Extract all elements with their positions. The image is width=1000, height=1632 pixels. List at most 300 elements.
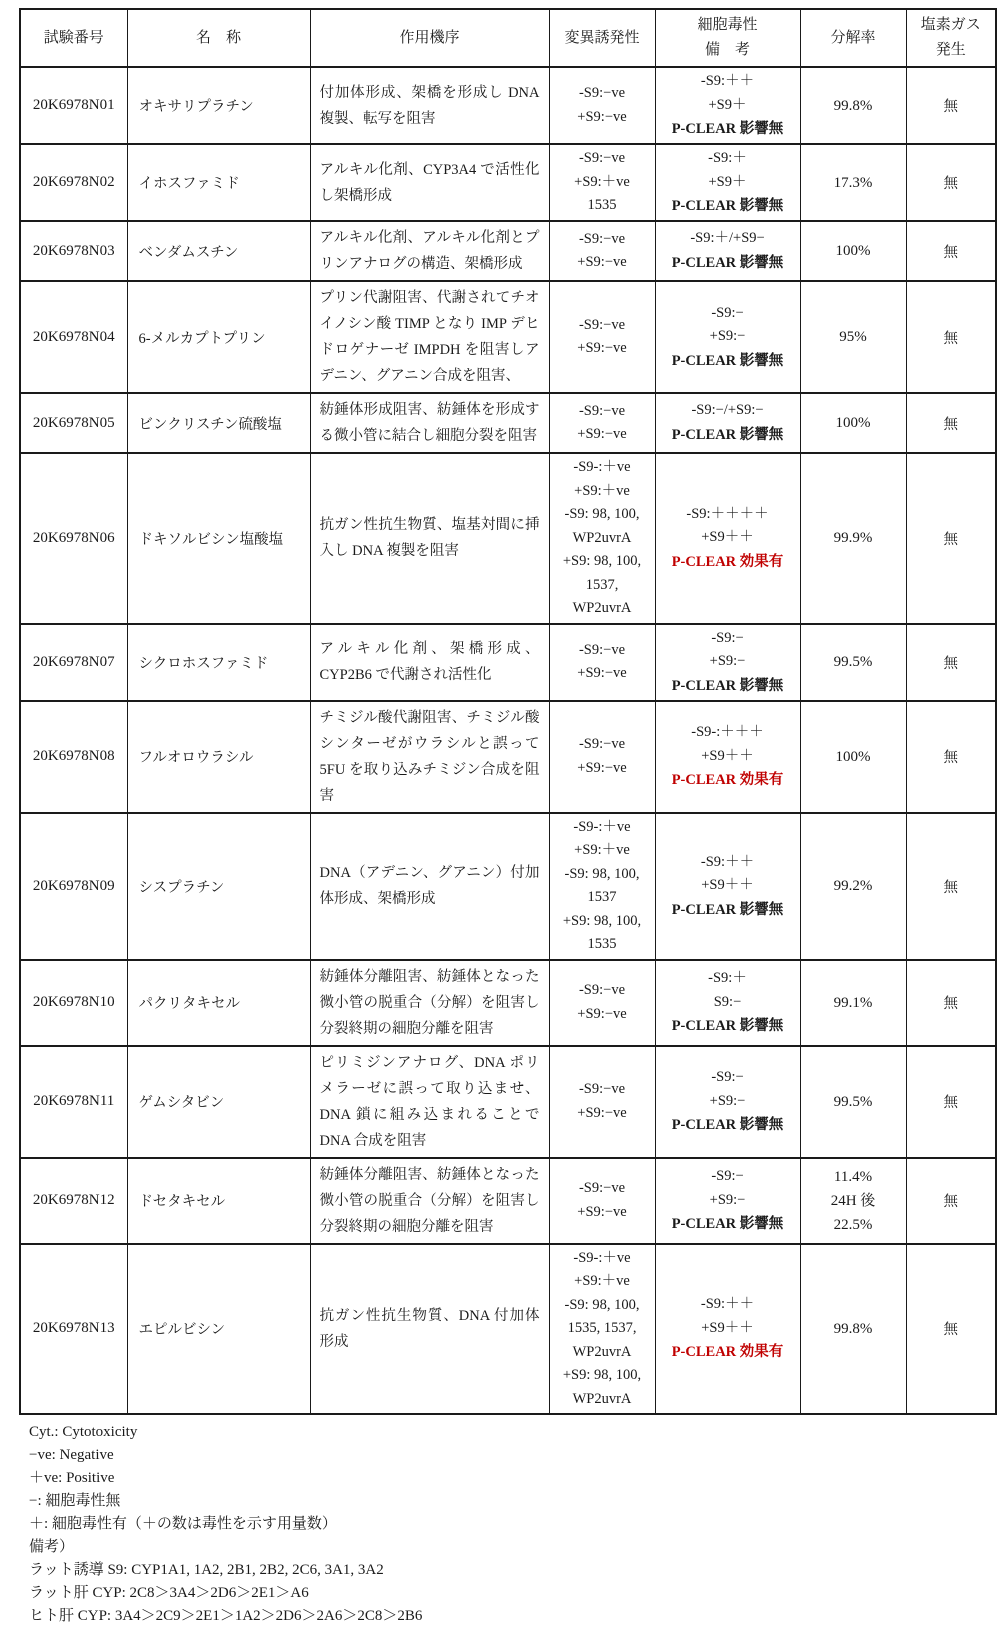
cell-cytotoxicity <box>655 67 800 144</box>
col-header-name <box>127 9 310 67</box>
mutagenicity-line: +S9:＋ve <box>574 842 630 858</box>
footnote-line: Cyt.: Cytotoxicity <box>29 1424 138 1440</box>
cytotoxicity-line: +S9＋＋ <box>701 1319 754 1336</box>
cytotoxicity-lines <box>661 147 795 194</box>
table-row <box>20 1046 996 1158</box>
cell-decomposition-rate <box>800 1158 906 1244</box>
cytotoxicity-lines <box>661 227 795 251</box>
cell-mechanism <box>310 813 549 960</box>
mechanism-text: アルキル化剤、アルキル化剤とプリンアナログの構造、架橋形成 <box>319 230 540 272</box>
pclear-status: P-CLEAR 効果有 <box>671 553 784 570</box>
test-number: 20K6978N01 <box>32 97 115 113</box>
col-header-decomposition <box>800 9 906 67</box>
decomposition-line: 99.1% <box>833 994 873 1011</box>
cell-mechanism <box>310 67 549 144</box>
mutagenicity-line: +S9:−ve <box>577 1203 627 1220</box>
cytotoxicity-line: +S9＋＋ <box>701 747 754 764</box>
cytotoxicity-line: -S9:＋＋ <box>700 1296 755 1313</box>
mutagenicity-line: -S9:−ve <box>578 641 626 658</box>
decomposition-line: 11.4% <box>833 1168 873 1185</box>
test-number: 20K6978N13 <box>32 1320 115 1337</box>
cell-mutagenicity <box>549 1244 655 1415</box>
cell-mechanism <box>310 1158 549 1244</box>
cytotoxicity-line: S9:− <box>713 993 742 1010</box>
cell-mutagenicity <box>549 281 655 393</box>
cell-mechanism <box>310 1046 549 1158</box>
mutagenicity-line: WP2uvrA <box>572 600 632 616</box>
mutagenicity-lines <box>555 816 650 957</box>
cell-decomposition-rate <box>800 393 906 453</box>
mutagenicity-line: +S9:−ve <box>577 665 627 681</box>
table-row <box>20 1244 996 1415</box>
cytotoxicity-line: -S9:＋＋＋＋ <box>686 505 769 522</box>
cytotoxicity-line: -S9:＋ <box>708 150 747 166</box>
footnote-line: −ve: Negative <box>29 1447 114 1463</box>
drug-name: シクロホスファミド <box>138 655 269 672</box>
table-row <box>20 701 996 813</box>
mutagenicity-line: 1535, 1537, <box>567 1320 637 1336</box>
mutagenicity-line: 1537 <box>587 889 617 905</box>
cytotoxicity-lines <box>661 967 795 1014</box>
table-row <box>20 281 996 393</box>
cytotoxicity-lines <box>661 721 795 768</box>
decomposition-lines <box>806 991 901 1015</box>
pclear-status: P-CLEAR 効果有 <box>671 1344 784 1361</box>
mutagenicity-lines <box>555 82 650 129</box>
cytotoxicity-line: -S9:− <box>711 1168 744 1184</box>
decomposition-lines <box>806 171 901 195</box>
decomposition-line: 99.5% <box>833 1093 873 1110</box>
cytotoxicity-lines <box>661 1165 795 1212</box>
drug-name: エピルビシン <box>138 1322 226 1339</box>
header-row <box>20 9 996 67</box>
cell-drug-name <box>127 221 310 281</box>
cytotoxicity-line: +S9＋＋ <box>701 877 754 893</box>
cell-drug-name <box>127 624 310 701</box>
cell-chlorine-gas <box>906 221 996 281</box>
decomposition-lines <box>806 526 901 550</box>
header-label: 名 称 <box>195 29 241 46</box>
pclear-status: P-CLEAR 影響無 <box>671 1018 784 1034</box>
test-number: 20K6978N11 <box>33 1093 115 1109</box>
cell-cytotoxicity <box>655 144 800 221</box>
decomposition-lines <box>806 239 901 263</box>
cell-drug-name <box>127 1046 310 1158</box>
cell-test-number <box>20 1046 127 1158</box>
cell-test-number <box>20 393 127 453</box>
mutagenicity-line: +S9:−ve <box>577 426 627 442</box>
mutagenicity-line: -S9:−ve <box>578 150 626 167</box>
drug-name: ドセタキセル <box>138 1194 226 1210</box>
decomposition-line: 100% <box>835 415 871 431</box>
cytotoxicity-line: -S9:− <box>711 304 744 321</box>
cell-test-number <box>20 453 127 624</box>
cell-decomposition-rate <box>800 1046 906 1158</box>
mutagenicity-line: -S9-:＋ve <box>573 459 631 475</box>
table-row <box>20 624 996 701</box>
pclear-status: P-CLEAR 影響無 <box>671 198 784 214</box>
mechanism-text: DNA（アデニン、グアニン）付加体形成、架橋形成 <box>319 865 540 907</box>
cell-chlorine-gas <box>906 624 996 701</box>
drug-name: 6-メルカプトプリン <box>138 330 266 347</box>
mutagenicity-line: -S9:−ve <box>578 1081 626 1097</box>
pclear-status: P-CLEAR 影響無 <box>671 426 784 443</box>
mutagenicity-line: 1535 <box>587 936 617 952</box>
cytotoxicity-lines <box>661 399 795 423</box>
decomposition-lines <box>806 874 901 898</box>
cell-chlorine-gas <box>906 1158 996 1244</box>
cell-decomposition-rate <box>800 960 906 1046</box>
cell-decomposition-rate <box>800 67 906 144</box>
test-number: 20K6978N02 <box>32 174 115 190</box>
cell-test-number <box>20 624 127 701</box>
test-number: 20K6978N08 <box>32 748 115 764</box>
cell-drug-name <box>127 281 310 393</box>
header-label: 発生 <box>935 42 966 58</box>
mechanism-text: アルキル化剤、CYP3A4 で活性化し架橋形成 <box>319 161 540 204</box>
cell-chlorine-gas <box>906 453 996 624</box>
cell-decomposition-rate <box>800 624 906 701</box>
cytotoxicity-line: -S9-:＋＋＋ <box>691 724 764 740</box>
footnote-line: ヒト肝 CYP: 3A4＞2C9＞2E1＞1A2＞2D6＞2A6＞2C8＞2B6 <box>29 1608 423 1624</box>
mechanism-text: チミジル酸代謝阻害、チミジル酸シンターゼがウラシルと誤って 5FU を取り込みチミジン合成を阻害 <box>319 709 540 804</box>
drug-name: ドキソルビシン塩酸塩 <box>138 531 284 548</box>
cytotoxicity-lines <box>661 627 795 674</box>
cytotoxicity-lines <box>661 1066 795 1113</box>
cell-mutagenicity <box>549 221 655 281</box>
cytotoxicity-line: -S9:＋＋ <box>700 73 755 89</box>
mutagenicity-line: -S9:−ve <box>578 230 626 247</box>
test-number: 20K6978N03 <box>32 242 115 259</box>
cytotoxicity-line: +S9:− <box>709 328 746 344</box>
mechanism-text: プリン代謝阻害、代謝されてチオイノシン酸 TIMP となり IMP デヒドロゲナーゼ IMPDH を阻害しアデニン、グアニン合成を阻害、 <box>319 290 540 384</box>
table-row <box>20 1158 996 1244</box>
test-number: 20K6978N07 <box>32 653 115 670</box>
cell-chlorine-gas <box>906 813 996 960</box>
mutagenicity-line: +S9:−ve <box>577 108 627 125</box>
mutagenicity-lines <box>555 456 650 621</box>
col-header-chlorine-gas <box>906 9 996 67</box>
pclear-status: P-CLEAR 影響無 <box>671 901 784 918</box>
pclear-status: P-CLEAR 影響無 <box>671 254 784 271</box>
cell-cytotoxicity <box>655 393 800 453</box>
decomposition-line: 95% <box>839 329 867 345</box>
header-label: 塩素ガス <box>920 17 981 33</box>
mutagenicity-lines <box>555 147 650 218</box>
mutagenicity-line: -S9:−ve <box>578 85 626 101</box>
decomposition-lines <box>806 411 901 435</box>
cell-decomposition-rate <box>800 144 906 221</box>
header-label: 分解率 <box>830 29 876 46</box>
cytotoxicity-line: +S9＋＋ <box>701 529 754 546</box>
cell-decomposition-rate <box>800 221 906 281</box>
chlorine-gas-value: 無 <box>943 1322 958 1339</box>
cell-mechanism <box>310 1244 549 1415</box>
mutagenicity-line: +S9:−ve <box>577 340 627 356</box>
cell-mechanism <box>310 393 549 453</box>
cell-decomposition-rate <box>800 453 906 624</box>
drug-name: ビンクリスチン硫酸塩 <box>138 416 282 433</box>
cytotoxicity-line: -S9:− <box>711 1069 744 1085</box>
cell-test-number <box>20 221 127 281</box>
mutagenicity-line: +S9: 98, 100, <box>562 1367 642 1383</box>
mutagenicity-line: +S9:−ve <box>577 759 627 776</box>
col-header-test-number <box>20 9 127 67</box>
chlorine-gas-value: 無 <box>943 750 958 766</box>
pclear-status: P-CLEAR 効果有 <box>671 772 784 788</box>
mutagenicity-lines <box>555 1247 650 1412</box>
cell-drug-name <box>127 960 310 1046</box>
cell-chlorine-gas <box>906 701 996 813</box>
cell-drug-name <box>127 144 310 221</box>
mutagenicity-line: -S9:−ve <box>578 402 626 419</box>
drug-name: シスプラチン <box>138 879 225 896</box>
decomposition-line: 99.2% <box>833 878 873 894</box>
cell-mutagenicity <box>549 701 655 813</box>
drug-name: イホスファミド <box>138 176 240 192</box>
cytotoxicity-line: +S9:− <box>709 653 746 669</box>
test-number: 20K6978N12 <box>32 1192 115 1208</box>
cytotoxicity-line: -S9:−/+S9:− <box>691 402 764 419</box>
cytotoxicity-line: +S9＋ <box>708 96 747 113</box>
chlorine-gas-value: 無 <box>943 1095 958 1111</box>
header-label: 作用機序 <box>399 29 460 46</box>
pclear-status: P-CLEAR 影響無 <box>671 1117 784 1133</box>
mutagenicity-line: -S9-:＋ve <box>573 818 631 835</box>
cell-cytotoxicity <box>655 624 800 701</box>
decomposition-lines <box>806 650 901 674</box>
decomposition-line: 99.5% <box>833 654 873 670</box>
cell-mutagenicity <box>549 67 655 144</box>
cell-mutagenicity <box>549 144 655 221</box>
drug-name: パクリタキセル <box>138 996 240 1012</box>
mechanism-text: ピリミジンアナログ、DNA ポリメラーゼに誤って取り込ませ、DNA 鎖に組み込まれることで DNA 合成を阻害 <box>319 1054 540 1149</box>
cytotoxicity-lines <box>661 503 795 550</box>
cell-mechanism <box>310 221 549 281</box>
drug-test-results-table <box>19 8 997 1415</box>
cell-mutagenicity <box>549 624 655 701</box>
cytotoxicity-lines <box>661 70 795 117</box>
cell-mechanism <box>310 453 549 624</box>
footnote-line: ＋: 細胞毒性有（＋の数は毒性を示す用量数） <box>29 1516 337 1532</box>
mutagenicity-line: WP2uvrA <box>572 529 632 546</box>
cell-drug-name <box>127 453 310 624</box>
cytotoxicity-line: +S9:− <box>709 1092 746 1109</box>
cytotoxicity-line: -S9:＋ <box>708 970 747 986</box>
table-row <box>20 144 996 221</box>
chlorine-gas-value: 無 <box>943 99 958 115</box>
cell-mechanism <box>310 144 549 221</box>
mutagenicity-lines <box>555 314 650 361</box>
cell-mutagenicity <box>549 1158 655 1244</box>
mutagenicity-line: WP2uvrA <box>572 1343 632 1360</box>
mutagenicity-line: +S9:−ve <box>577 1005 627 1022</box>
chlorine-gas-value: 無 <box>943 330 958 347</box>
mutagenicity-lines <box>555 639 650 686</box>
cell-drug-name <box>127 393 310 453</box>
mutagenicity-lines <box>555 979 650 1026</box>
cell-test-number <box>20 960 127 1046</box>
mutagenicity-lines <box>555 733 650 780</box>
cell-test-number <box>20 701 127 813</box>
drug-name: ゲムシタビン <box>138 1095 225 1111</box>
decomposition-line: 99.8% <box>833 97 873 114</box>
cell-cytotoxicity <box>655 221 800 281</box>
pclear-status: P-CLEAR 影響無 <box>671 677 784 694</box>
header-label: 変異誘発性 <box>564 29 640 46</box>
test-number: 20K6978N04 <box>32 328 115 345</box>
cell-mutagenicity <box>549 453 655 624</box>
mechanism-text: 紡錘体形成阻害、紡錘体を形成する微小管に結合し細胞分裂を阻害 <box>319 402 540 444</box>
cell-chlorine-gas <box>906 144 996 221</box>
cell-mutagenicity <box>549 813 655 960</box>
cell-drug-name <box>127 813 310 960</box>
col-header-cytotoxicity <box>655 9 800 67</box>
mutagenicity-line: WP2uvrA <box>572 1390 632 1407</box>
mutagenicity-line: -S9: 98, 100, <box>564 506 640 522</box>
drug-name: フルオロウラシル <box>138 750 254 766</box>
header-label: 備 考 <box>704 42 750 58</box>
decomposition-line: 22.5% <box>833 1216 873 1233</box>
footnote-line: −: 細胞毒性無 <box>29 1493 121 1509</box>
decomposition-lines <box>806 94 901 118</box>
mechanism-text: 抗ガン性抗生物質、DNA 付加体形成 <box>319 1307 540 1350</box>
mutagenicity-lines <box>555 228 650 275</box>
cell-drug-name <box>127 1244 310 1415</box>
test-number: 20K6978N05 <box>32 414 115 431</box>
footnote-line: ラット肝 CYP: 2C8＞3A4＞2D6＞2E1＞A6 <box>29 1585 309 1601</box>
mechanism-text: アルキル化剤、架橋形成、CYP2B6 で代謝され活性化 <box>319 641 540 683</box>
mutagenicity-line: -S9:−ve <box>578 736 626 752</box>
cell-decomposition-rate <box>800 1244 906 1415</box>
cytotoxicity-line: -S9:＋/+S9− <box>690 230 765 247</box>
cell-cytotoxicity <box>655 960 800 1046</box>
cell-drug-name <box>127 1158 310 1244</box>
cell-cytotoxicity <box>655 813 800 960</box>
mutagenicity-line: -S9: 98, 100, <box>564 865 640 882</box>
footnote-line: 備考） <box>29 1539 75 1555</box>
test-number: 20K6978N06 <box>32 529 115 546</box>
decomposition-line: 17.3% <box>833 174 873 191</box>
mutagenicity-lines <box>555 1078 650 1125</box>
pclear-status: P-CLEAR 影響無 <box>671 352 784 369</box>
cell-chlorine-gas <box>906 1244 996 1415</box>
cytotoxicity-line: +S9＋ <box>708 173 747 190</box>
decomposition-lines <box>806 325 901 349</box>
decomposition-lines <box>806 1090 901 1114</box>
cell-cytotoxicity <box>655 453 800 624</box>
test-number: 20K6978N09 <box>32 877 115 894</box>
decomposition-line: 99.9% <box>833 530 873 547</box>
chlorine-gas-value: 無 <box>943 996 958 1012</box>
table-row <box>20 221 996 281</box>
decomposition-lines <box>806 1317 901 1341</box>
cell-mechanism <box>310 281 549 393</box>
decomposition-line: 99.8% <box>833 1320 873 1337</box>
mutagenicity-line: +S9:＋ve <box>574 482 630 499</box>
cell-mechanism <box>310 960 549 1046</box>
decomposition-line: 100% <box>835 243 871 259</box>
cell-drug-name <box>127 701 310 813</box>
mutagenicity-line: +S9:−ve <box>577 1104 627 1121</box>
table-body <box>20 67 996 1414</box>
mutagenicity-line: -S9: 98, 100, <box>564 1296 640 1313</box>
cell-test-number <box>20 144 127 221</box>
cytotoxicity-line: +S9:− <box>709 1191 746 1208</box>
cytotoxicity-line: -S9:− <box>711 629 744 646</box>
cell-chlorine-gas <box>906 67 996 144</box>
table-row <box>20 453 996 624</box>
cell-chlorine-gas <box>906 281 996 393</box>
table-row <box>20 67 996 144</box>
mutagenicity-line: 1535 <box>587 197 617 214</box>
mutagenicity-lines <box>555 1177 650 1224</box>
mechanism-text: 付加体形成、架橋を形成し DNA 複製、転写を阻害 <box>319 84 540 127</box>
cell-mutagenicity <box>549 393 655 453</box>
mutagenicity-line: +S9:＋ve <box>574 173 630 190</box>
chlorine-gas-value: 無 <box>943 879 958 896</box>
col-header-mechanism <box>310 9 549 67</box>
mechanism-text: 紡錘体分離阻害、紡錘体となった微小管の脱重合（分解）を阻害し分裂終期の細胞分離を阻害 <box>319 1166 540 1235</box>
cell-decomposition-rate <box>800 281 906 393</box>
chlorine-gas-value: 無 <box>943 531 958 548</box>
cytotoxicity-lines <box>661 1293 795 1340</box>
cell-chlorine-gas <box>906 393 996 453</box>
cell-cytotoxicity <box>655 1158 800 1244</box>
mutagenicity-line: +S9: 98, 100, <box>562 553 642 569</box>
table-header <box>20 9 996 67</box>
cytotoxicity-line: -S9:＋＋ <box>700 853 755 870</box>
mutagenicity-line: -S9:−ve <box>578 1180 626 1196</box>
chlorine-gas-value: 無 <box>943 416 958 433</box>
cell-cytotoxicity <box>655 701 800 813</box>
cell-test-number <box>20 1244 127 1415</box>
mutagenicity-line: 1537, <box>585 576 619 593</box>
header-label: 試験番号 <box>43 29 104 46</box>
mutagenicity-line: -S9:−ve <box>578 316 626 333</box>
cytotoxicity-lines <box>661 302 795 349</box>
cell-mutagenicity <box>549 960 655 1046</box>
decomposition-line: 24H 後 <box>830 1192 876 1209</box>
mechanism-text: 紡錘体分離阻害、紡錘体となった微小管の脱重合（分解）を阻害し分裂終期の細胞分離を阻害 <box>319 968 540 1037</box>
cytotoxicity-lines <box>661 851 795 898</box>
cell-test-number <box>20 813 127 960</box>
cell-cytotoxicity <box>655 1244 800 1415</box>
cell-test-number <box>20 1158 127 1244</box>
mechanism-text: 抗ガン性抗生物質、塩基対間に挿入し DNA 複製を阻害 <box>319 517 540 560</box>
table-row <box>20 393 996 453</box>
cell-mechanism <box>310 624 549 701</box>
col-header-mutagenicity <box>549 9 655 67</box>
cell-decomposition-rate <box>800 701 906 813</box>
chlorine-gas-value: 無 <box>943 655 958 672</box>
cell-mechanism <box>310 701 549 813</box>
decomposition-line: 100% <box>835 748 871 765</box>
pclear-status: P-CLEAR 影響無 <box>671 121 784 137</box>
chlorine-gas-value: 無 <box>943 176 958 192</box>
drug-name: オキサリプラチン <box>138 99 254 115</box>
cell-chlorine-gas <box>906 1046 996 1158</box>
mutagenicity-line: -S9-:＋ve <box>573 1249 631 1266</box>
cell-drug-name <box>127 67 310 144</box>
mutagenicity-line: +S9:−ve <box>577 254 627 270</box>
test-number: 20K6978N10 <box>32 994 115 1010</box>
mutagenicity-line: +S9: 98, 100, <box>562 912 642 929</box>
cell-test-number <box>20 281 127 393</box>
cell-test-number <box>20 67 127 144</box>
decomposition-lines <box>806 1165 901 1237</box>
mutagenicity-line: -S9:−ve <box>578 982 626 998</box>
